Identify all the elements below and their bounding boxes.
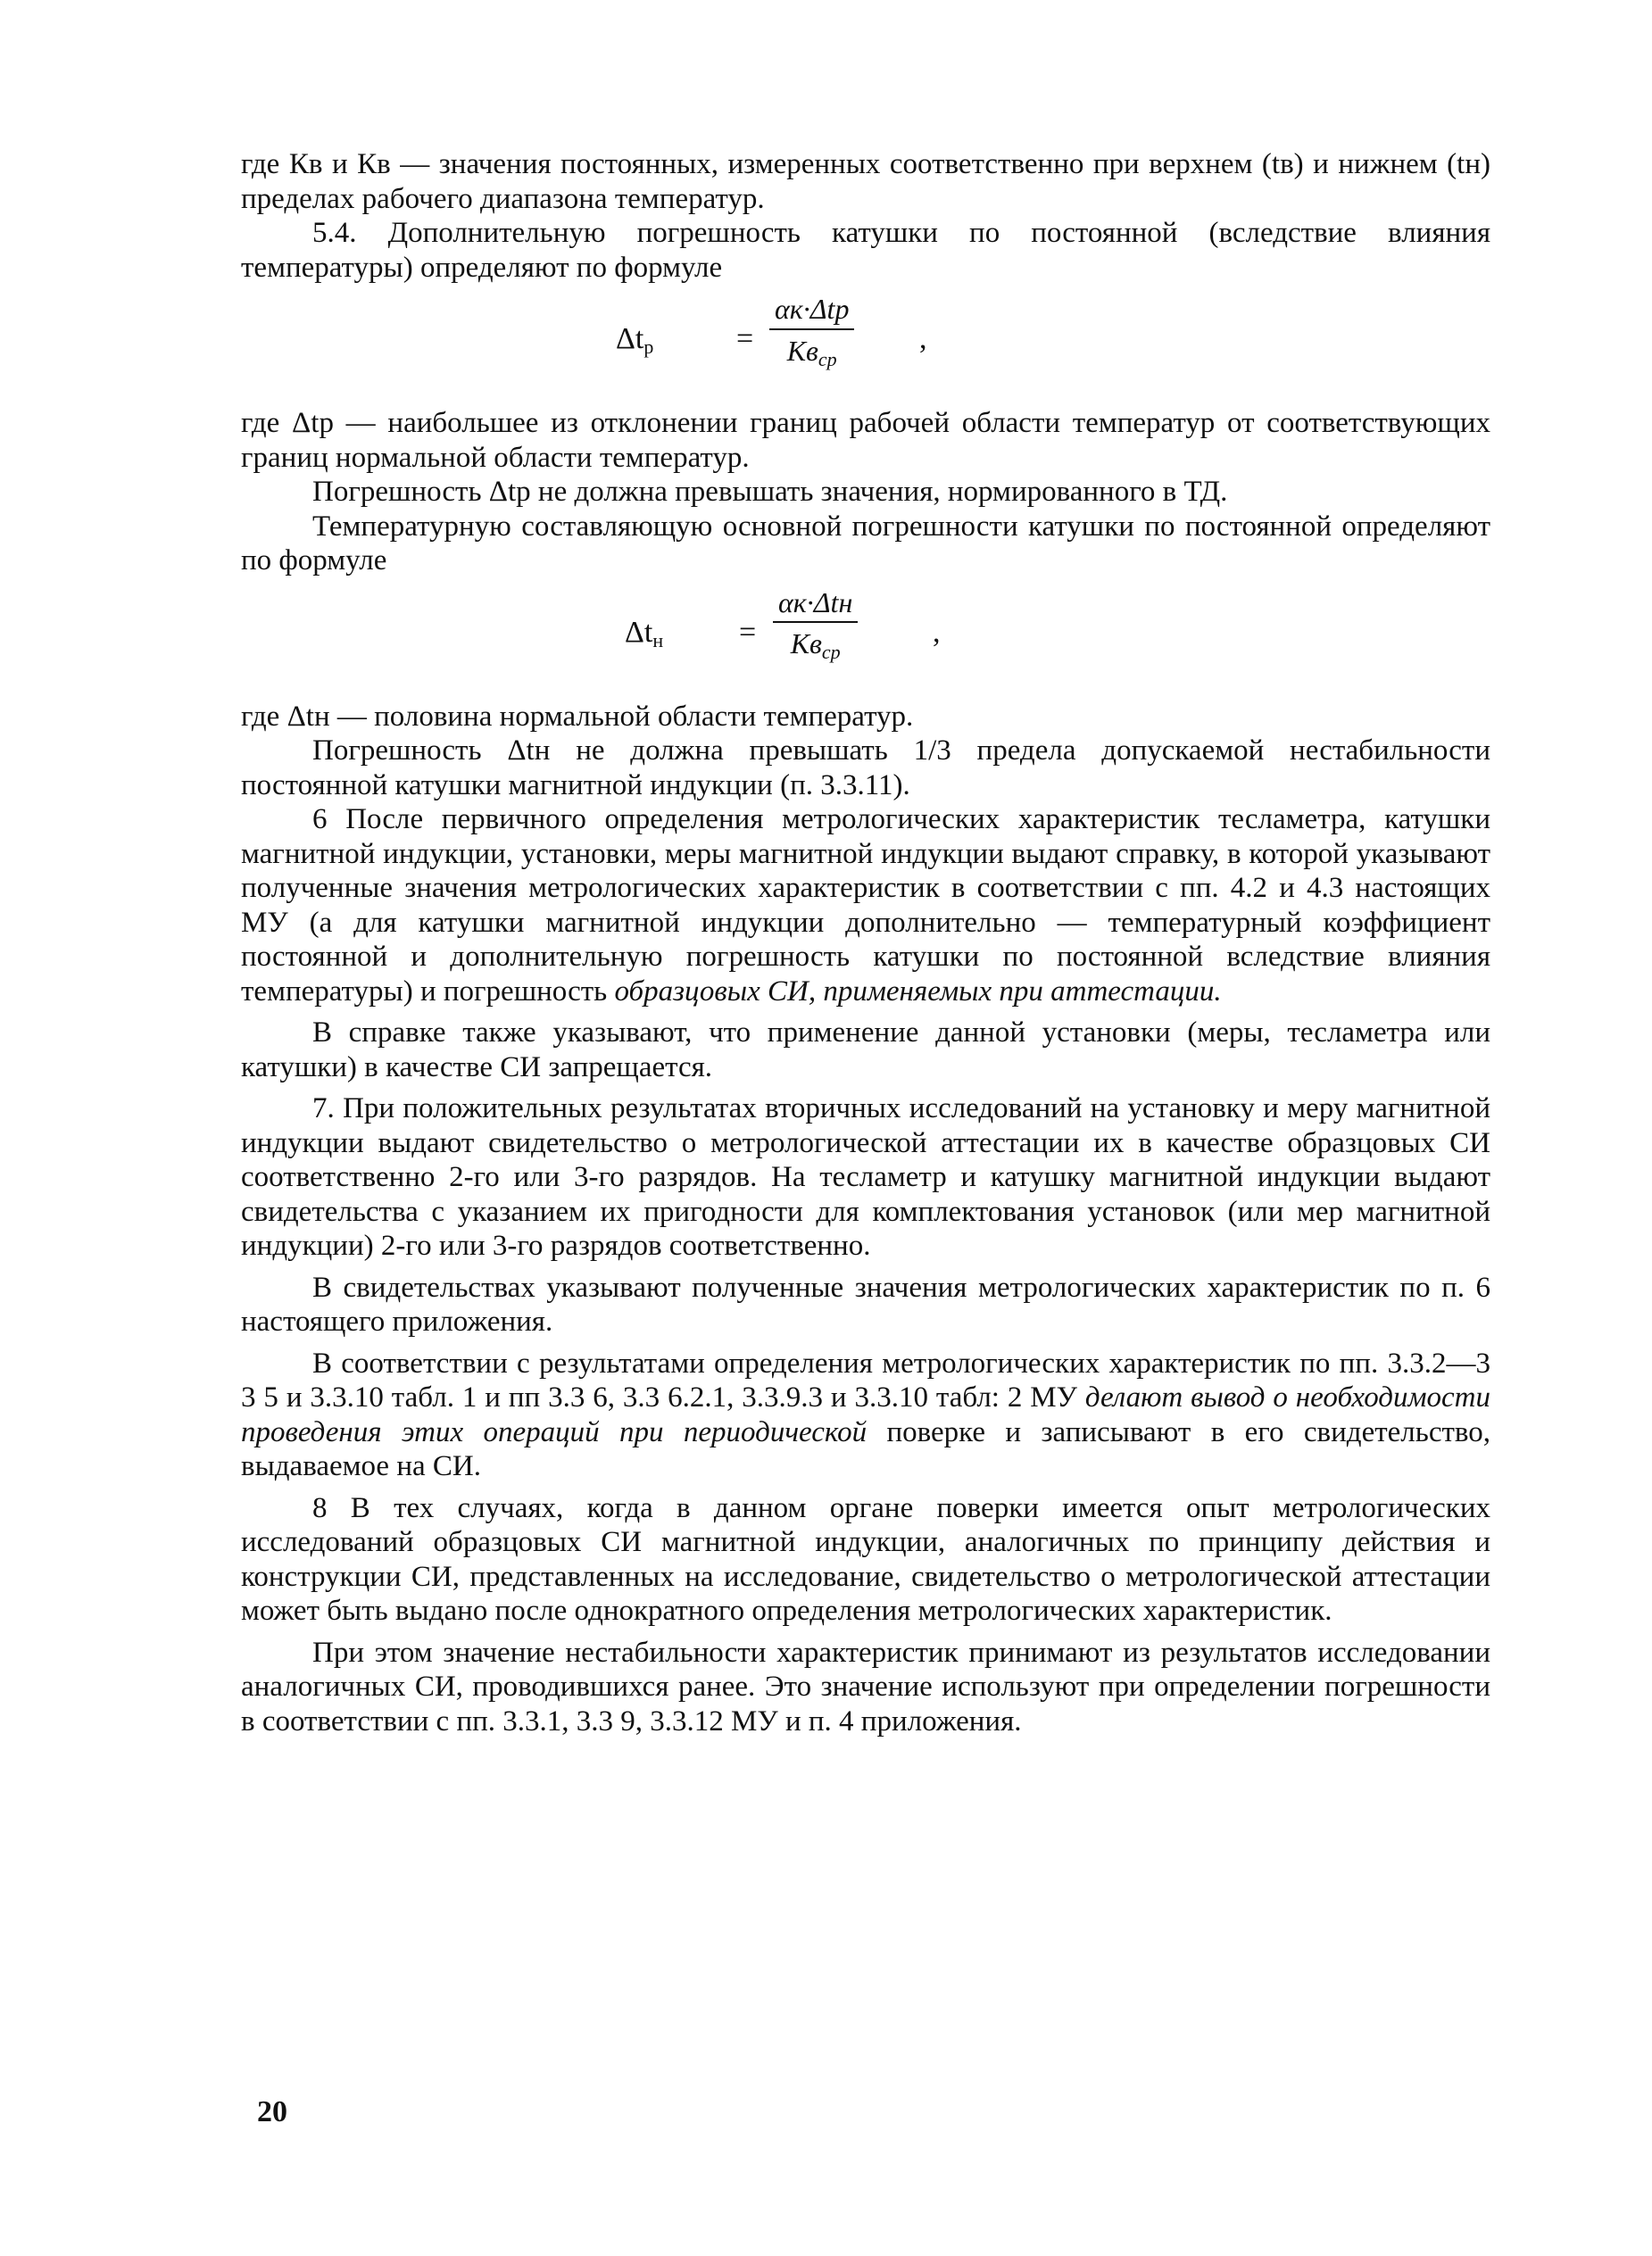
page-number: 20	[257, 2095, 287, 2128]
paragraph-error-1: Погрешность Δtр не должна превышать значения, нормированного в ТД.	[312, 476, 1228, 508]
formula-1-comma: ,	[919, 322, 927, 355]
formula-2-numerator: αк·Δtн	[773, 585, 858, 624]
formula-2-lhs-symbol: Δt	[625, 615, 653, 649]
formula-1-fraction	[769, 292, 854, 377]
formula-2-denominator-sub: ср	[821, 641, 841, 663]
formula-2-lhs	[625, 616, 663, 659]
section-6-italic-text: образцовых СИ, применяемых при аттестации.	[614, 975, 1222, 1008]
paragraph-accordance	[241, 1347, 1490, 1484]
formula-1-denominator-sub: ср	[818, 347, 837, 370]
formula-2-lhs-sub: н	[652, 628, 664, 651]
paragraph-where-1: где Δtр — наибольшее из отклонении границ рабочей области температур от соответствующих границ нормальной области температур.	[241, 407, 1490, 474]
paragraph-section-7: 7. При положительных результатах вторичных исследований на установку и меру магнитной индукции выдают свидетельство о метрологической аттестации их в качестве образцовых СИ соответственно 2-го или 3-го разрядов. На тесламетр и катушку магнитной индукции выдают свидетельства с указанием их пригодности для комплектования установок (или мер магнитной индукции) 2-го или 3-го разрядов соответственно.	[241, 1092, 1490, 1262]
formula-1-denominator-symbol: Кв	[786, 334, 818, 367]
formula-1-lhs-symbol: Δt	[616, 322, 644, 355]
paragraph-5-4: 5.4. Дополнительную погрешность катушки по постоянной (вследствие влияния температуры) определяют по формуле	[241, 217, 1490, 284]
accordance-italic-text: делают вывод о необходимости проведения этих операций при периодической	[241, 1381, 1490, 1448]
formula-2-equals: =	[739, 615, 757, 649]
formula-2-denominator-symbol: Кв	[790, 627, 822, 659]
formula-1-lhs	[616, 322, 653, 365]
formula-delta-tp	[241, 292, 1490, 399]
paragraph-temperature-component: Температурную составляющую основной погрешности катушки по постоянной определяют по формуле	[241, 510, 1490, 576]
formula-1-equals: =	[736, 322, 754, 355]
paragraph-certificates-content: В свидетельствах указывают полученные значения метрологических характеристик по п. 6 настоящего приложения.	[241, 1271, 1490, 1338]
paragraph-section-6	[241, 802, 1490, 1008]
formula-1-lhs-sub: р	[643, 336, 654, 358]
paragraph-certificate-note: В справке также указывают, что применение данной установки (меры, тесламетра или катушки) в качестве СИ запрещается.	[241, 1016, 1490, 1083]
formula-1-denominator	[769, 330, 854, 377]
formula-2-fraction	[773, 585, 858, 670]
formula-2-comma: ,	[933, 615, 941, 649]
paragraph-section-8: 8 В тех случаях, когда в данном органе поверки имеется опыт метрологических исследований образцовых СИ магнитной индукции, аналогичных по принципу действия и конструкции СИ, представленных на исследование, свидетельство о метрологической аттестации может быть выдано после однократного определения метрологических характеристик.	[241, 1491, 1490, 1627]
formula-2-denominator	[773, 623, 858, 670]
formula-delta-tn	[241, 585, 1490, 693]
paragraph-where-2: где Δtн — половина нормальной области температур.	[241, 700, 914, 733]
section-6-text: 6 После первичного определения метрологических характеристик тесламетра, катушки магнитной индукции, установки, меры магнитной индукции выдают справку, в которой указывают полученные значения метрологических характеристик в соответствии с пп. 4.2 и 4.3 настоящих МУ (а для катушки магнитной индукции дополнительно — температурный коэффициент постоянной и дополнительную погрешность катушки по постоянной вследствие влияния температуры) и погрешность	[241, 803, 1490, 1008]
document-page	[241, 147, 1490, 1738]
paragraph-final: При этом значение нестабильности характеристик принимают из результатов исследовании аналогичных СИ, проводившихся ранее. Это значение используют при определении погрешности в соответствии с пп. 3.3.1, 3.3 9, 3.3.12 МУ и п. 4 приложения.	[241, 1636, 1490, 1738]
formula-1-numerator: αк·Δtр	[769, 292, 854, 330]
accordance-text-start: В соответствии с результатами определения метрологических характеристик по пп. 3.3.2—3 3 5 и 3.3.10 табл. 1 и пп 3.3 6, 3.3 6.2.1, 3.3.9.3 и 3.3.10 табл: 2 МУ	[241, 1347, 1490, 1414]
paragraph-intro: где Кв и Кв — значения постоянных, измеренных соответственно при верхнем (tв) и нижнем (tн) пределах рабочего диапазона температур.	[241, 148, 1490, 215]
accordance-text-end: поверке и записывают в его свидетельство, выдаваемое на СИ.	[241, 1415, 1490, 1482]
paragraph-error-2: Погрешность Δtн не должна превышать 1/3 предела допускаемой нестабильности постоянной катушки магнитной индукции (п. 3.3.11).	[241, 734, 1490, 801]
